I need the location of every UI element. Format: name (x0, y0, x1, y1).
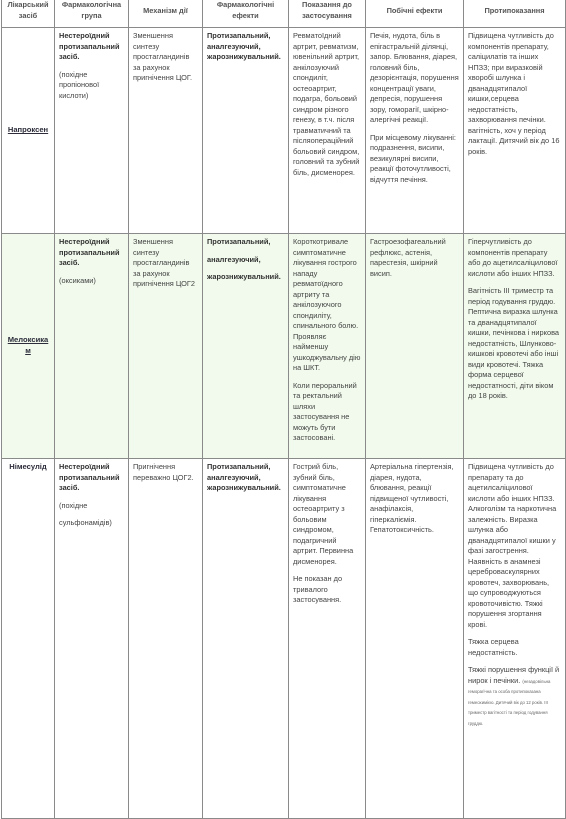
contra-text-3: Тяжкі порушення функції й нирок і печінки. (468, 665, 560, 685)
header-side-effects: Побічні ефекти (366, 0, 464, 28)
contra-small-print: (незадовільна геморагічна та особа протипоказана гемеохимією. Дитячий вік до 12 років. III триместр вагітності та період годування груддю. (468, 678, 551, 726)
table-row-meloxicam (2, 234, 566, 459)
effects-cell (203, 28, 289, 234)
effects-text: Протизапальний, аналгезуючий, жарознижувальний. (207, 31, 281, 62)
group-note: (оксиками) (59, 275, 96, 285)
side-effects-cell: Артеріальна гіпертензія, діарея, нудота, блювання, реакції підвищеної чутливості, анафілаксія, гіперкаліємія. Гепатотоксичність. (366, 459, 464, 819)
side-effects-cell: Гастроезофагеальний рефлюкс, астенія, парестезія, шкірний висип. (366, 234, 464, 459)
mechanism-cell: Зменшення синтезу простагландинів за рахунок пригнічення ЦОГ. (129, 28, 203, 234)
group-cell (55, 459, 129, 819)
header-contraindications: Протипоказання (464, 0, 566, 28)
header-row (2, 0, 566, 28)
mechanism-cell: Зменшення синтезу простагландинів за рахунок пригнічення ЦОГ2 (129, 234, 203, 459)
drug-name-nimesulide[interactable] (2, 459, 55, 819)
group-note-2: сульфонамідів) (59, 518, 112, 528)
indications-cell: Ревматоїдний артрит, ревматизм, ювенільний артрит, анкілозуючий спондиліт, остеоартрит, подагра, больовий синдром різного генезу, в т.ч. після травматичний та післяопераційний больовий синдром, головний та зубний біль, дисменорея. (289, 28, 366, 234)
side-effects-cell (366, 28, 464, 234)
contra-text-1: Підвищена чутливість до препарату та до ацетилсаліцилової кислоти або інших НПЗЗ. Алкоголізм та наркотична залежність. Виразка шлунка або дванадцятипалої кишки у фазі загострення. Наявність в анамнезі цереброваскулярних кровотеч, захворювань, що супроводжуються кровоточивістю. Тяжкі порушення згортання крові. (468, 462, 557, 629)
header-effects: Фармакологічні ефекти (203, 0, 289, 28)
contraindications-cell (464, 459, 566, 819)
indications-text-2: Коли пероральний та ректальний шляхи застосування не можуть бути застосовані. (293, 380, 357, 443)
group-note: (похідне пропіонової кислоти) (59, 69, 100, 100)
drug-table (1, 0, 566, 819)
header-group: Фармакологічна група (55, 0, 129, 28)
drug-name-naproxen[interactable]: Напроксен (2, 28, 55, 234)
group-note-1: (похідне (59, 500, 88, 510)
contraindications-cell (464, 234, 566, 459)
mechanism-cell: Пригнічення переважно ЦОГ2. (129, 459, 203, 819)
effects-cell (203, 459, 289, 819)
side-effects-local: При місцевому лікуванні: подразнення, висипи, везикулярні висипи, реакції фоточутливості, відчуття печіння. (370, 132, 456, 184)
indications-cell (289, 459, 366, 819)
drug-name-text: Німесулід (9, 462, 47, 471)
indications-text: Гострий біль, зубний біль, симптоматичне лікування остеоартриту з больовим синдромом, подагричний артрит. Первинна дисменорея. (293, 462, 354, 566)
group-text: Нестероїдний протизапальний засіб. (59, 462, 120, 493)
contra-text-2: Вагітність III триместр та період годування груддю. Пептична виразка шлунка та дванадцятипалої кишки, печінкова і ниркова недостатність, Шлунково-кишкові кровотечі або інші види кровотечі. Тяжка форма серцевої недостатності, діти віком до 18 років. (468, 286, 560, 401)
group-cell (55, 28, 129, 234)
effects-text-3: жарознижувальний. (207, 272, 281, 282)
table-row-naproxen (2, 28, 566, 234)
contra-end: Дитячий вік до 16 років. (468, 136, 560, 156)
contraindications-cell (464, 28, 566, 234)
indications-cell (289, 234, 366, 459)
effects-cell (203, 234, 289, 459)
side-effects-text: Печія, нудота, біль в епігастральній ділянці, запор. Блювання, діарея, головний біль, дезорієнтація, порушення концентрації уваги, депресія, порушення зору, гоморагії, шкірно-алергічні реакції. (370, 31, 459, 125)
group-cell (55, 234, 129, 459)
effects-text-2: аналгезуючий, (207, 254, 261, 264)
indications-text: Короткотривале симптоматичне лікування гострого нападу ревматоїдного артриту та анкілозуючого спондиліту, спинального болю. Проявляє найменшу ушкоджувальну дію на ШКТ. (293, 237, 361, 373)
contra-text: Підвищена чутливість до компонентів препарату, саліцилатів та інших НПЗЗ; при виразковій хворобі шлунка і дванадцятипалої кишки,серцева недостатність, захворювання печінки. вагітність, хоч у період лактації. (468, 31, 554, 146)
effects-text: Протизапальний, аналгезуючий, жарознижувальний. (207, 462, 281, 493)
drug-name-meloxicam[interactable]: Мелоксикам (2, 234, 55, 459)
table-row-nimesulide (2, 459, 566, 819)
effects-text-1: Протизапальний, (207, 237, 271, 246)
contra-text-2: Тяжка серцева недостатність. (468, 637, 519, 657)
header-indications: Показання до застосування (289, 0, 366, 28)
group-text: Нестероїдний протизапальний засіб. (59, 237, 120, 268)
header-mechanism: Механізм дії (129, 0, 203, 28)
contra-text-1: Гіперчутливість до компонентів препарату або до ацетилсаліцилової кислоти або інших НПЗЗ. (468, 237, 558, 278)
group-text: Нестероїдний протизапальний засіб. (59, 31, 120, 62)
indications-text-2: Не показан до тривалого застосування. (293, 574, 343, 605)
header-drug: Лікарський засіб (2, 0, 55, 28)
